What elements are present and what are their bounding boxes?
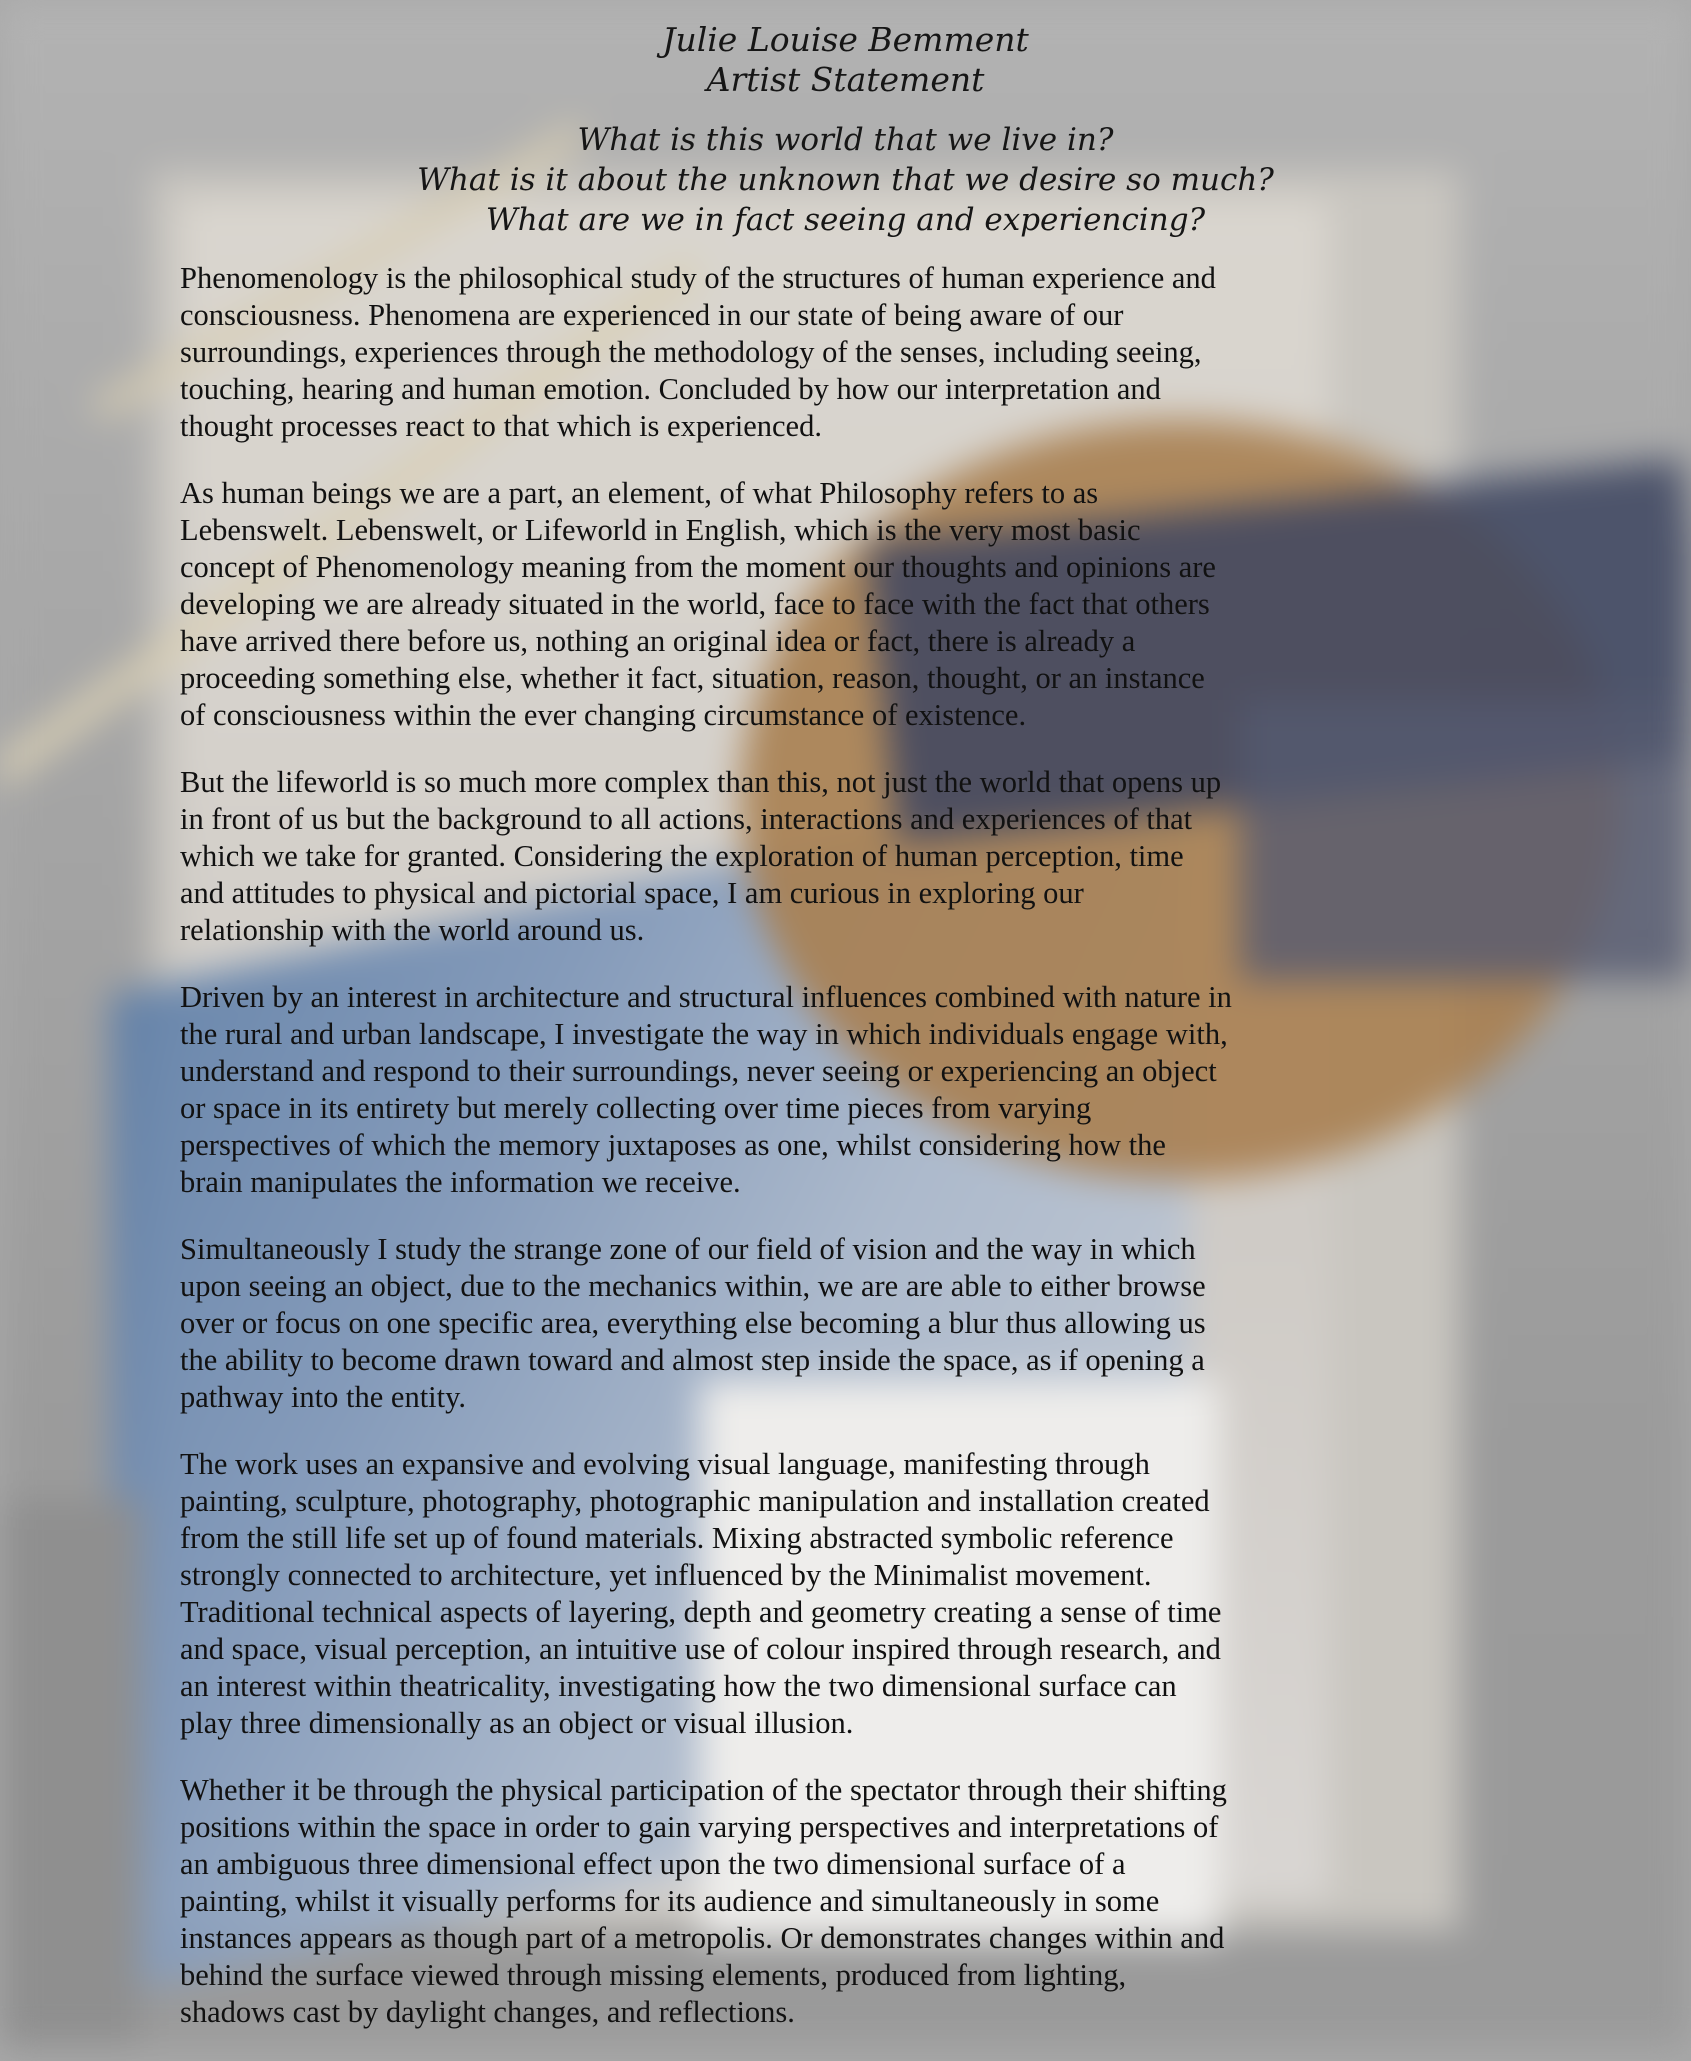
paragraph-5: Simultaneously I study the strange zone of our field of vision and the way in which upon seeing an object, due to the mechanics within, we are are able to either browse over or focus on one specific area, everything else becoming a blur thus allowing us the ability to become drawn toward and almost step inside the space, as if opening a pathway into the entity. bbox=[180, 1232, 1206, 1414]
question-2: What is it about the unknown that we desire so much? bbox=[417, 162, 1274, 198]
author-name: Julie Louise Bemment bbox=[662, 20, 1029, 59]
statement-body bbox=[180, 260, 1510, 2061]
paragraph-6: The work uses an expansive and evolving visual language, manifesting through painting, sculpture, photography, photographic manipulation and installation created from the still life set up of found materials. Mixing abstracted symbolic reference strongly connected to architecture, yet influenced by the Minimalist movement. Traditional technical aspects of layering, depth and geometry creating a sense of time and space, visual perception, an intuitive use of colour inspired through research, and an interest within theatricality, investigating how the two dimensional surface can play three dimensionally as an object or visual illusion. bbox=[180, 1447, 1222, 1740]
question-1: What is this world that we live in? bbox=[577, 122, 1114, 158]
paragraph-1: Phenomenology is the philosophical study of the structures of human experience and consciousness. Phenomena are experienced in our state of being aware of our surroundings, experiences through the methodology of the senses, including seeing, touching, hearing and human emotion. Concluded by how our interpretation and thought processes react to that which is experienced. bbox=[180, 261, 1216, 443]
question-3: What are we in fact seeing and experiencing? bbox=[485, 202, 1206, 238]
opening-questions bbox=[0, 120, 1691, 240]
document-type: Artist Statement bbox=[706, 60, 985, 99]
paragraph-3: But the lifeworld is so much more complex than this, not just the world that opens up in front of us but the background to all actions, interactions and experiences of that which we take for granted. Considering the exploration of human perception, time and attitudes to physical and pictorial space, I am curious in exploring our relationship with the world around us. bbox=[180, 765, 1222, 947]
paragraph-2: As human beings we are a part, an element, of what Philosophy refers to as Lebenswelt. Lebenswelt, or Lifeworld in English, which is the very most basic concept of Phenomenology meaning from the moment our thoughts and opinions are developing we are already situated in the world, face to face with the fact that others have arrived there before us, nothing an original idea or fact, there is already a proceeding something else, whether it fact, situation, reason, thought, or an instance of consciousness within the ever changing circumstance of existence. bbox=[180, 476, 1216, 732]
paragraph-7: Whether it be through the physical participation of the spectator through their shifting positions within the space in order to gain varying perspectives and interpretations of an ambiguous three dimensional effect upon the two dimensional surface of a painting, whilst it visually performs for its audience and simultaneously in some instances appears as though part of a metropolis. Or demonstrates changes within and behind the surface viewed through missing elements, produced from lighting, shadows cast by daylight changes, and reflections. bbox=[180, 1773, 1227, 2029]
paragraph-4: Driven by an interest in architecture and structural influences combined with nature in the rural and urban landscape, I investigate the way in which individuals engage with, understand and respond to their surroundings, never seeing or experiencing an object or space in its entirety but merely collecting over time pieces from varying perspectives of which the memory juxtaposes as one, whilst considering how the brain manipulates the information we receive. bbox=[180, 980, 1232, 1199]
